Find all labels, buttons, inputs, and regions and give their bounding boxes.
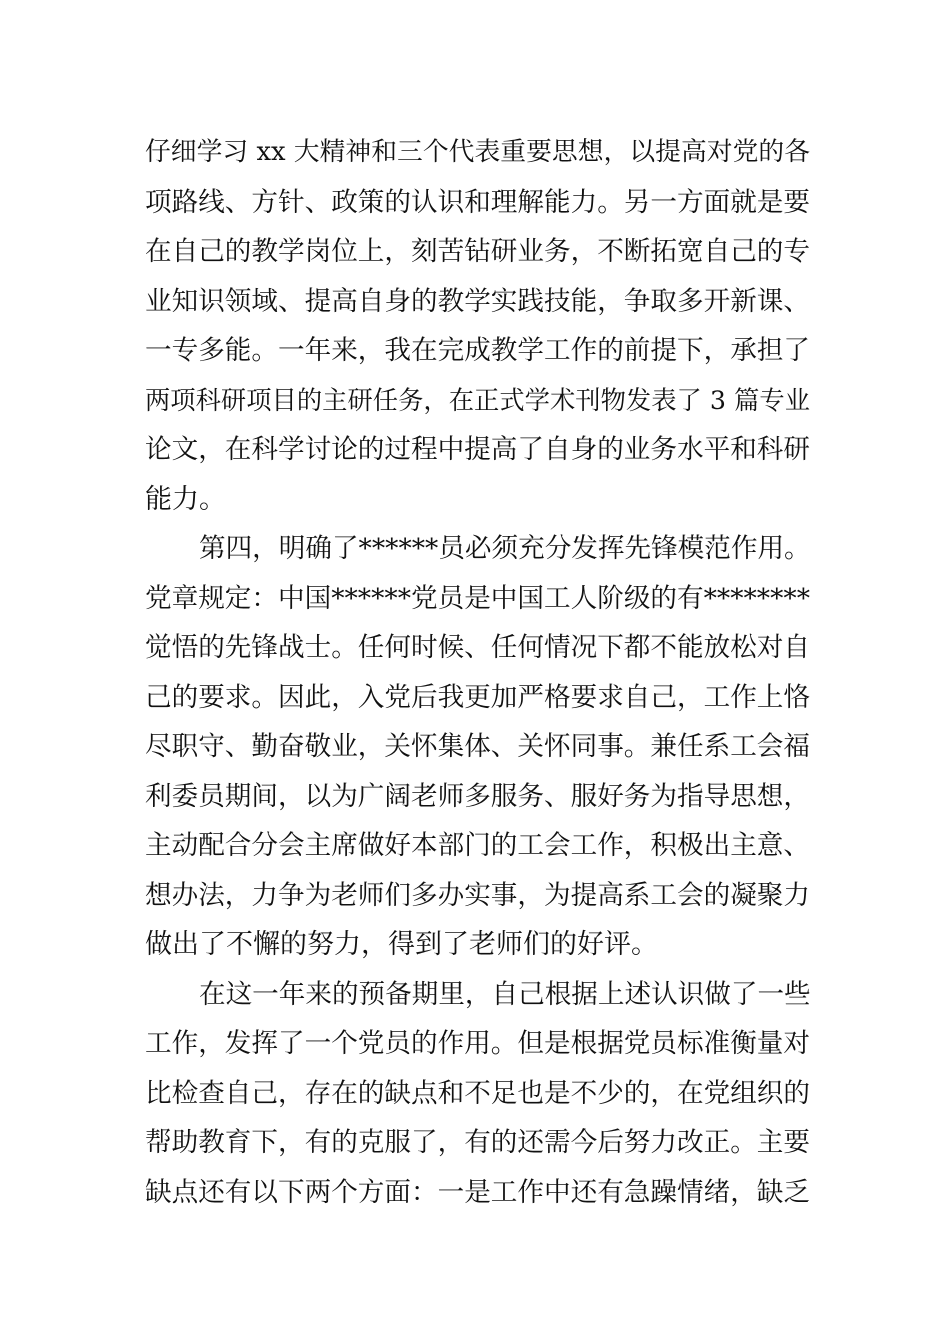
text-line: 能力。 [145, 483, 226, 515]
text-line: 工作，发挥了一个党员的作用。但是根据党员标准衡量对 [145, 1028, 810, 1059]
text-line: 一专多能。一年来，我在完成教学工作的前提下，承担了 [145, 335, 810, 366]
text-line: 比检查自己，存在的缺点和不足也是不少的，在党组织的 [145, 1077, 810, 1109]
text-line: 在自己的教学岗位上，刻苦钻研业务，不断拓宽自己的专 [145, 236, 810, 267]
text-line: 尽职守、勤奋敬业，关怀集体、关怀同事。兼任系工会福 [145, 731, 810, 762]
text-line: 做出了不懈的努力，得到了老师们的好评。 [145, 929, 658, 960]
text-line: 两项科研项目的主研任务，在正式学术刊物发表了 3 篇专业 [145, 384, 811, 415]
text-line: 业知识领域、提高自身的教学实践技能，争取多开新课、 [145, 285, 810, 317]
text-line: 己的要求。因此，入党后我更加严格要求自己，工作上恪 [145, 681, 810, 713]
text-line: 党章规定：中国******党员是中国工人阶级的有******** [145, 582, 810, 614]
text-line: 仔细学习 xx 大精神和三个代表重要思想，以提高对党的各 [145, 137, 810, 167]
text-line: 帮助教育下，有的克服了，有的还需今后努力改正。主要 [145, 1127, 810, 1158]
text-line: 利委员期间，以为广阔老师多服务、服好务为指导思想， [145, 780, 810, 812]
text-line: 想办法，力争为老师们多办实事，为提高系工会的凝聚力 [145, 879, 810, 911]
text-line: 缺点还有以下两个方面：一是工作中还有急躁情绪，缺乏 [145, 1176, 810, 1208]
text-line: 论文，在科学讨论的过程中提高了自身的业务水平和科研 [145, 434, 810, 465]
paragraph-1 [145, 128, 810, 524]
text-line: 觉悟的先锋战士。任何时候、任何情况下都不能放松对自 [145, 632, 810, 663]
paragraph-3 [145, 970, 810, 1218]
text-line: 在这一年来的预备期里，自己根据上述认识做了一些 [199, 978, 811, 1010]
paragraph-2 [145, 524, 810, 970]
document-body [145, 128, 810, 1217]
text-line: 主动配合分会主席做好本部门的工会工作，积极出主意、 [145, 830, 810, 861]
text-line: 项路线、方针、政策的认识和理解能力。另一方面就是要 [145, 186, 810, 218]
text-line: 第四，明确了******员必须充分发挥先锋模范作用。 [199, 533, 811, 564]
